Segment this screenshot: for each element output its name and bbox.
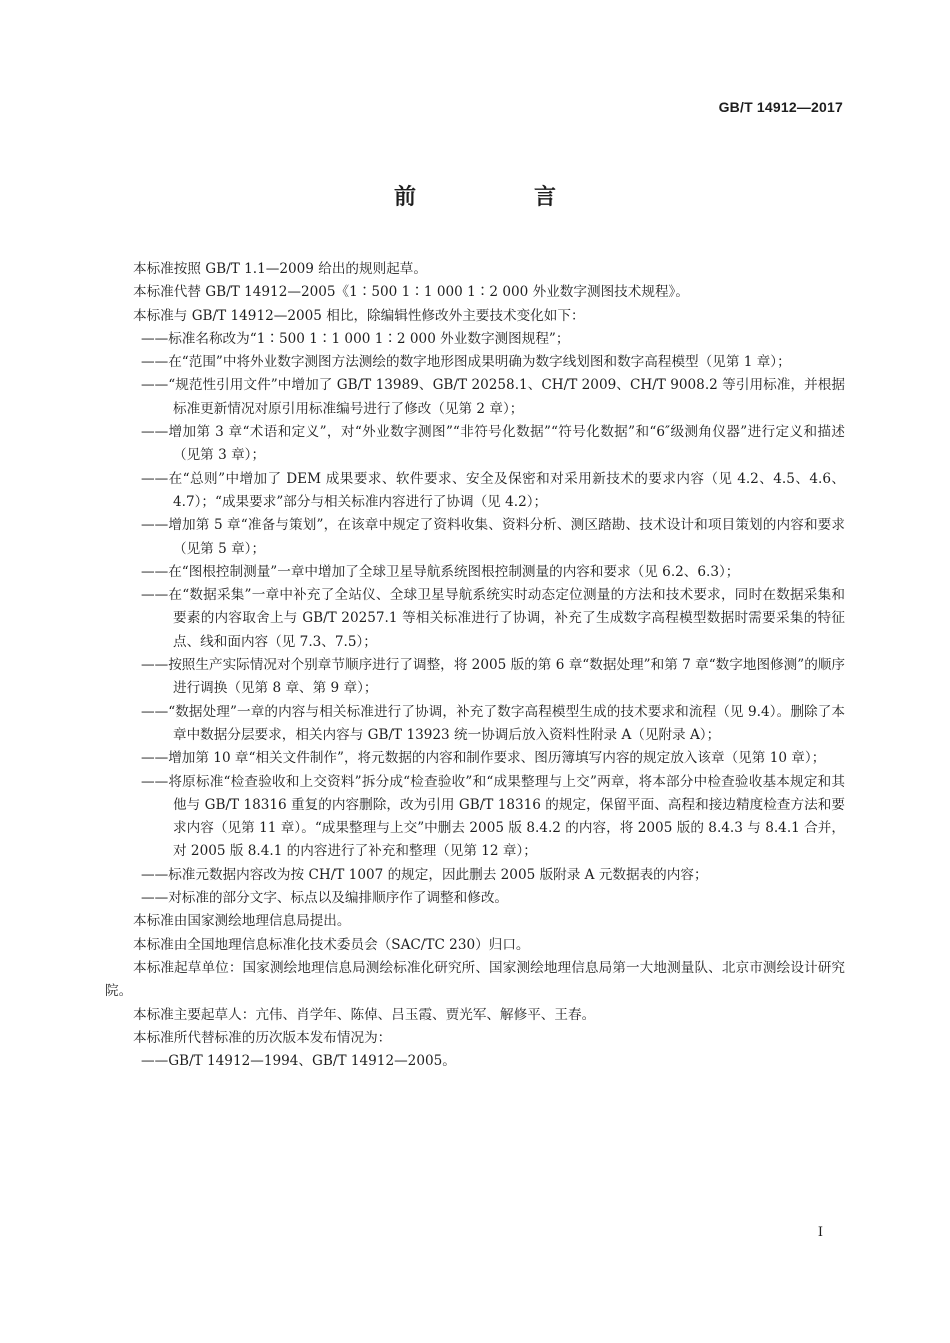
paragraph: 本标准代替 GB/T 14912—2005《1∶500 1∶1 000 1∶2 000 外业数字测图技术规程》。 [133, 284, 689, 301]
change-item: ——将原标准“检查验收和上交资料”拆分成“检查验收”和“成果整理与上交”两章，将本部分中检查验收基本规定和其他与 GB/T 18316 重复的内容删除，改为引用 GB/T 18316 的规定，保留平面、高程和接边精度检查方法和要求内容（见第 11 章）。“成果整理与上交”中删去 2005 版 8.4.2 的内容，将 2005 版的 8.4.3 与 8.4.1 合并，对 2005 版 8.4.1 的内容进行了补充和整理（见第 12 章）； [141, 773, 845, 860]
page-number: Ⅰ [817, 1225, 823, 1240]
paragraph: 本标准所代替标准的历次版本发布情况为： [133, 1029, 392, 1046]
paragraph: 本标准主要起草人：亢伟、肖学年、陈倬、吕玉霞、贾光军、解修平、王春。 [133, 1006, 596, 1023]
change-item: ——对标准的部分文字、标点以及编排顺序作了调整和修改。 [141, 890, 509, 907]
page-title: 前 言 [393, 185, 604, 210]
body-text [105, 258, 845, 1073]
change-item: ——在“数据采集”一章中补充了全站仪、全球卫星导航系统实时动态定位测量的方法和技术要求，同时在数据采集和要素的内容取舍上与 GB/T 20257.1 等相关标准进行了协调，补充了生成数字高程模型数据时需要采集的特征点、线和面内容（见 7.3、7.5）； [141, 587, 845, 650]
change-item: ——“规范性引用文件”中增加了 GB/T 13989、GB/T 20258.1、CH/T 2009、CH/T 9008.2 等引用标准，并根据标准更新情况对原引用标准编号进行了修改（见第 2 章）； [141, 377, 845, 417]
change-item: ——增加第 10 章“相关文件制作”，将元数据的内容和制作要求、图历簿填写内容的规定放入该章（见第 10 章）； [141, 750, 826, 767]
change-item: ——标准元数据内容改为按 CH/T 1007 的规定，因此删去 2005 版附录 A 元数据表的内容； [141, 866, 708, 883]
change-item: ——在“总则”中增加了 DEM 成果要求、软件要求、安全及保密和对采用新技术的要求内容（见 4.2、4.5、4.6、4.7）；“成果要求”部分与相关标准内容进行了协调（见 4.2）； [141, 470, 845, 510]
change-item: ——标准名称改为“1∶500 1∶1 000 1∶2 000 外业数字测图规程”； [141, 330, 570, 347]
paragraph: 本标准由全国地理信息标准化技术委员会（SAC/TC 230）归口。 [133, 936, 530, 953]
change-item: ——按照生产实际情况对个别章节顺序进行了调整，将 2005 版的第 6 章“数据处理”和第 7 章“数字地图修测”的顺序进行调换（见第 8 章、第 9 章）； [141, 657, 845, 697]
change-item: ——增加第 5 章“准备与策划”，在该章中规定了资料收集、资料分析、测区踏勘、技术设计和项目策划的内容和要求（见第 5 章）； [141, 517, 845, 557]
change-item: ——在“图根控制测量”一章中增加了全球卫星导航系统图根控制测量的内容和要求（见 6.2、6.3）； [141, 563, 740, 580]
change-item: ——在“范围”中将外业数字测图方法测绘的数字地形图成果明确为数字线划图和数字高程模型（见第 1 章）； [141, 354, 791, 371]
paragraph: 本标准起草单位：国家测绘地理信息局测绘标准化研究所、国家测绘地理信息局第一大地测量队、北京市测绘设计研究院。 [105, 959, 845, 1000]
change-item: ——“数据处理”一章的内容与相关标准进行了协调，补充了数字高程模型生成的技术要求和流程（见 9.4）。删除了本章中数据分层要求，相关内容与 GB/T 13923 统一协调后放入资料性附录 A（见附录 A）； [141, 703, 845, 743]
change-item: ——GB/T 14912—1994、GB/T 14912—2005。 [141, 1053, 456, 1070]
standard-code: GB/T 14912—2017 [718, 99, 843, 115]
change-item: ——增加第 3 章“术语和定义”，对“外业数字测图”“非符号化数据”“符号化数据”和“6″级测角仪器”进行定义和描述（见第 3 章）； [141, 424, 845, 464]
paragraph: 本标准由国家测绘地理信息局提出。 [133, 913, 351, 930]
paragraph: 本标准按照 GB/T 1.1—2009 给出的规则起草。 [133, 261, 427, 277]
paragraph: 本标准与 GB/T 14912—2005 相比，除编辑性修改外主要技术变化如下： [133, 307, 585, 324]
